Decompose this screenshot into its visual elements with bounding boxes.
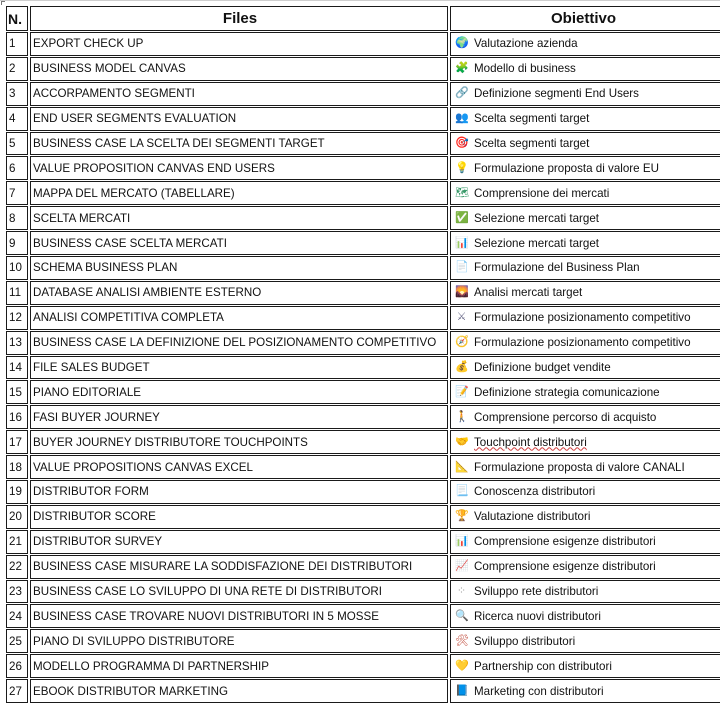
table-row — [6, 480, 720, 505]
file-name-cell[interactable]: BUSINESS CASE SCELTA MERCATI — [30, 231, 448, 255]
table-row — [6, 356, 720, 381]
table-row — [6, 555, 720, 580]
row-number[interactable]: 17 — [6, 430, 28, 454]
row-number[interactable]: 25 — [6, 629, 28, 653]
table-row — [6, 181, 720, 206]
bar-chart-icon: 📊 — [455, 535, 469, 548]
file-name-cell[interactable]: DISTRIBUTOR SURVEY — [30, 530, 448, 554]
file-name-cell[interactable]: MAPPA DEL MERCATO (TABELLARE) — [30, 181, 448, 205]
objective-text: Scelta segmenti target — [474, 112, 590, 126]
objective-text: Definizione budget vendite — [474, 361, 611, 375]
objective-text: Marketing con distributori — [474, 684, 604, 698]
objective-text: Selezione mercati target — [474, 236, 600, 250]
table-row — [6, 380, 720, 405]
memo-icon: 📝 — [455, 385, 469, 398]
objective-cell[interactable] — [450, 555, 720, 579]
table-row — [6, 455, 720, 480]
objective-cell[interactable] — [450, 32, 720, 56]
objective-cell[interactable] — [450, 430, 720, 454]
objective-cell[interactable] — [450, 331, 720, 355]
file-name-cell[interactable]: BUSINESS CASE TROVARE NUOVI DISTRIBUTORI IN 5 MOSSE — [30, 604, 448, 628]
row-number[interactable]: 11 — [6, 281, 28, 305]
map-icon: 🗺 — [455, 186, 469, 199]
objective-cell[interactable] — [450, 356, 720, 380]
row-number[interactable]: 26 — [6, 654, 28, 678]
puzzle-icon: 🧩 — [455, 62, 469, 75]
file-name-cell[interactable]: END USER SEGMENTS EVALUATION — [30, 107, 448, 131]
objective-cell[interactable] — [450, 530, 720, 554]
network-icon: ⁘ — [456, 585, 467, 598]
table-row — [6, 306, 720, 331]
table-row — [6, 430, 720, 455]
objective-cell[interactable] — [450, 380, 720, 404]
objective-text: Comprensione esigenze distributori — [474, 535, 656, 549]
file-name-cell[interactable]: BUSINESS CASE LO SVILUPPO DI UNA RETE DI DISTRIBUTORI — [30, 580, 448, 604]
objective-cell[interactable] — [450, 231, 720, 255]
file-name-cell[interactable]: ANALISI COMPETITIVA COMPLETA — [30, 306, 448, 330]
file-name-cell[interactable]: BUSINESS CASE MISURARE LA SODDISFAZIONE DEI DISTRIBUTORI — [30, 555, 448, 579]
table-row — [6, 82, 720, 107]
file-name-cell[interactable]: SCELTA MERCATI — [30, 206, 448, 230]
row-number[interactable]: 4 — [6, 107, 28, 131]
document-icon: 📄 — [455, 261, 469, 274]
file-name-cell[interactable]: SCHEMA BUSINESS PLAN — [30, 256, 448, 280]
row-number[interactable]: 5 — [6, 132, 28, 156]
file-name-cell[interactable]: VALUE PROPOSITIONS CANVAS EXCEL — [30, 455, 448, 479]
file-name-cell[interactable]: DISTRIBUTOR FORM — [30, 480, 448, 504]
trend-chart-icon: 📈 — [455, 560, 469, 573]
file-name-cell[interactable]: BUYER JOURNEY DISTRIBUTORE TOUCHPOINTS — [30, 430, 448, 454]
row-number[interactable]: 2 — [6, 57, 28, 81]
objective-cell[interactable] — [450, 480, 720, 504]
objective-cell[interactable] — [450, 256, 720, 280]
file-name-cell[interactable]: EBOOK DISTRIBUTOR MARKETING — [30, 679, 448, 703]
table-row — [6, 132, 720, 157]
table-row — [6, 231, 720, 256]
objective-cell[interactable] — [450, 455, 720, 479]
link-icon: 🔗 — [455, 87, 469, 100]
row-number[interactable]: 22 — [6, 555, 28, 579]
table-row — [6, 107, 720, 132]
objective-text: Touchpoint distributori — [474, 435, 587, 449]
objective-cell[interactable] — [450, 132, 720, 156]
objective-text: Comprensione percorso di acquisto — [474, 410, 657, 424]
table-row — [6, 580, 720, 605]
row-number[interactable]: 15 — [6, 380, 28, 404]
row-number[interactable]: 20 — [6, 505, 28, 529]
triangle-ruler-icon: 📐 — [455, 460, 469, 473]
table-row — [6, 57, 720, 82]
objective-cell[interactable] — [450, 57, 720, 81]
objective-text: Formulazione posizionamento competitivo — [474, 336, 691, 350]
objective-text: Formulazione posizionamento competitivo — [474, 311, 691, 325]
bar-chart-icon: 📊 — [455, 236, 469, 249]
lightbulb-icon: 💡 — [455, 161, 469, 174]
file-name-cell[interactable]: DATABASE ANALISI AMBIENTE ESTERNO — [30, 281, 448, 305]
table-move-handle[interactable] — [1, 1, 5, 5]
target-icon: 🎯 — [455, 137, 469, 149]
table-row — [6, 629, 720, 654]
objective-text: Comprensione esigenze distributori — [474, 560, 656, 574]
compass-icon: 🧭 — [455, 336, 469, 349]
row-number[interactable]: 7 — [6, 181, 28, 205]
book-icon: 📘 — [455, 684, 469, 697]
table-row — [6, 281, 720, 306]
objective-text: Formulazione proposta di valore CANALI — [474, 460, 685, 474]
objective-text: Sviluppo distributori — [474, 634, 576, 648]
file-name-cell[interactable]: BUSINESS CASE LA SCELTA DEI SEGMENTI TARGET — [30, 132, 448, 156]
row-number[interactable]: 10 — [6, 256, 28, 280]
objective-cell[interactable] — [450, 281, 720, 305]
objective-cell[interactable] — [450, 654, 720, 678]
objective-cell[interactable] — [450, 181, 720, 205]
row-number[interactable]: 24 — [6, 604, 28, 628]
top-ruler-line — [0, 0, 720, 1]
objective-cell[interactable] — [450, 306, 720, 330]
objective-cell[interactable] — [450, 629, 720, 653]
file-name-cell[interactable]: EXPORT CHECK UP — [30, 32, 448, 56]
row-number[interactable]: 6 — [6, 156, 28, 180]
objective-text: Comprensione dei mercati — [474, 186, 610, 200]
heart-icon: 💛 — [455, 659, 469, 672]
objective-cell[interactable] — [450, 580, 720, 604]
row-number[interactable]: 8 — [6, 206, 28, 230]
trophy-icon: 🏆 — [455, 510, 469, 523]
objective-cell[interactable] — [450, 604, 720, 628]
row-number[interactable]: 16 — [6, 405, 28, 429]
form-icon: 📃 — [455, 485, 469, 498]
row-number[interactable]: 13 — [6, 331, 28, 355]
row-number[interactable]: 3 — [6, 82, 28, 106]
walking-person-icon: 🚶 — [455, 410, 469, 423]
table-row — [6, 331, 720, 356]
table-row — [6, 604, 720, 629]
file-name-cell[interactable]: BUSINESS CASE LA DEFINIZIONE DEL POSIZIONAMENTO COMPETITIVO — [30, 331, 448, 355]
objective-text: Valutazione azienda — [474, 37, 578, 51]
table-row — [6, 206, 720, 231]
file-name-cell[interactable]: BUSINESS MODEL CANVAS — [30, 57, 448, 81]
row-number[interactable]: 21 — [6, 530, 28, 554]
row-number[interactable]: 27 — [6, 679, 28, 703]
row-number[interactable]: 9 — [6, 231, 28, 255]
row-number[interactable]: 23 — [6, 580, 28, 604]
objective-text: Ricerca nuovi distributori — [474, 609, 601, 623]
objective-text: Formulazione proposta di valore EU — [474, 161, 659, 175]
objective-text: Scelta segmenti target — [474, 137, 590, 150]
file-name-cell[interactable]: DISTRIBUTOR SCORE — [30, 505, 448, 529]
row-number[interactable]: 18 — [6, 455, 28, 479]
row-number[interactable]: 1 — [6, 32, 28, 56]
file-name-cell[interactable]: FASI BUYER JOURNEY — [30, 405, 448, 429]
table-row — [6, 530, 720, 555]
files-table — [6, 6, 720, 704]
objective-text: Conoscenza distributori — [474, 485, 596, 499]
objective-text: Analisi mercati target — [474, 286, 583, 300]
objective-text: Formulazione del Business Plan — [474, 261, 640, 275]
handshake-icon: 🤝 — [455, 435, 469, 448]
header-files: Files — [30, 6, 448, 31]
row-number[interactable]: 12 — [6, 306, 28, 330]
objective-cell[interactable] — [450, 679, 720, 703]
file-name-cell[interactable]: VALUE PROPOSITION CANVAS END USERS — [30, 156, 448, 180]
table-body — [6, 32, 720, 704]
globe-icon: 🌍 — [455, 37, 469, 50]
objective-text: Partnership con distributori — [474, 659, 612, 673]
objective-cell[interactable] — [450, 82, 720, 106]
file-name-cell[interactable]: PIANO EDITORIALE — [30, 380, 448, 404]
table-row — [6, 679, 720, 704]
table-row — [6, 156, 720, 181]
file-name-cell[interactable]: MODELLO PROGRAMMA DI PARTNERSHIP — [30, 654, 448, 678]
objective-text: Modello di business — [474, 62, 576, 76]
users-icon: 👥 — [455, 112, 469, 125]
crossed-swords-icon: ⚔ — [456, 311, 467, 324]
magnifier-icon: 🔍 — [455, 609, 469, 622]
header-objective: Obiettivo — [450, 6, 720, 31]
objective-text: Definizione strategia comunicazione — [474, 385, 660, 399]
table-row — [6, 256, 720, 281]
file-name-cell[interactable]: PIANO DI SVILUPPO DISTRIBUTORE — [30, 629, 448, 653]
objective-cell[interactable] — [450, 206, 720, 230]
objective-text: Selezione mercati target — [474, 211, 600, 225]
tools-icon: 🛠 — [455, 634, 469, 647]
objective-cell[interactable] — [450, 107, 720, 131]
table-row — [6, 405, 720, 430]
objective-cell[interactable] — [450, 405, 720, 429]
objective-cell[interactable] — [450, 505, 720, 529]
objective-text: Valutazione distributori — [474, 510, 591, 524]
objective-text: Definizione segmenti End Users — [474, 87, 639, 101]
check-box-icon: ✅ — [455, 211, 469, 224]
table-row — [6, 505, 720, 530]
row-number[interactable]: 19 — [6, 480, 28, 504]
table-header-row — [6, 6, 720, 32]
objective-text: Sviluppo rete distributori — [474, 585, 599, 599]
file-name-cell[interactable]: FILE SALES BUDGET — [30, 356, 448, 380]
money-bag-icon: 💰 — [455, 361, 469, 374]
picture-icon: 🌄 — [455, 286, 469, 299]
file-name-cell[interactable]: ACCORPAMENTO SEGMENTI — [30, 82, 448, 106]
header-number: N. — [6, 6, 28, 31]
objective-cell[interactable] — [450, 156, 720, 180]
table-row — [6, 32, 720, 57]
table-row — [6, 654, 720, 679]
row-number[interactable]: 14 — [6, 356, 28, 380]
